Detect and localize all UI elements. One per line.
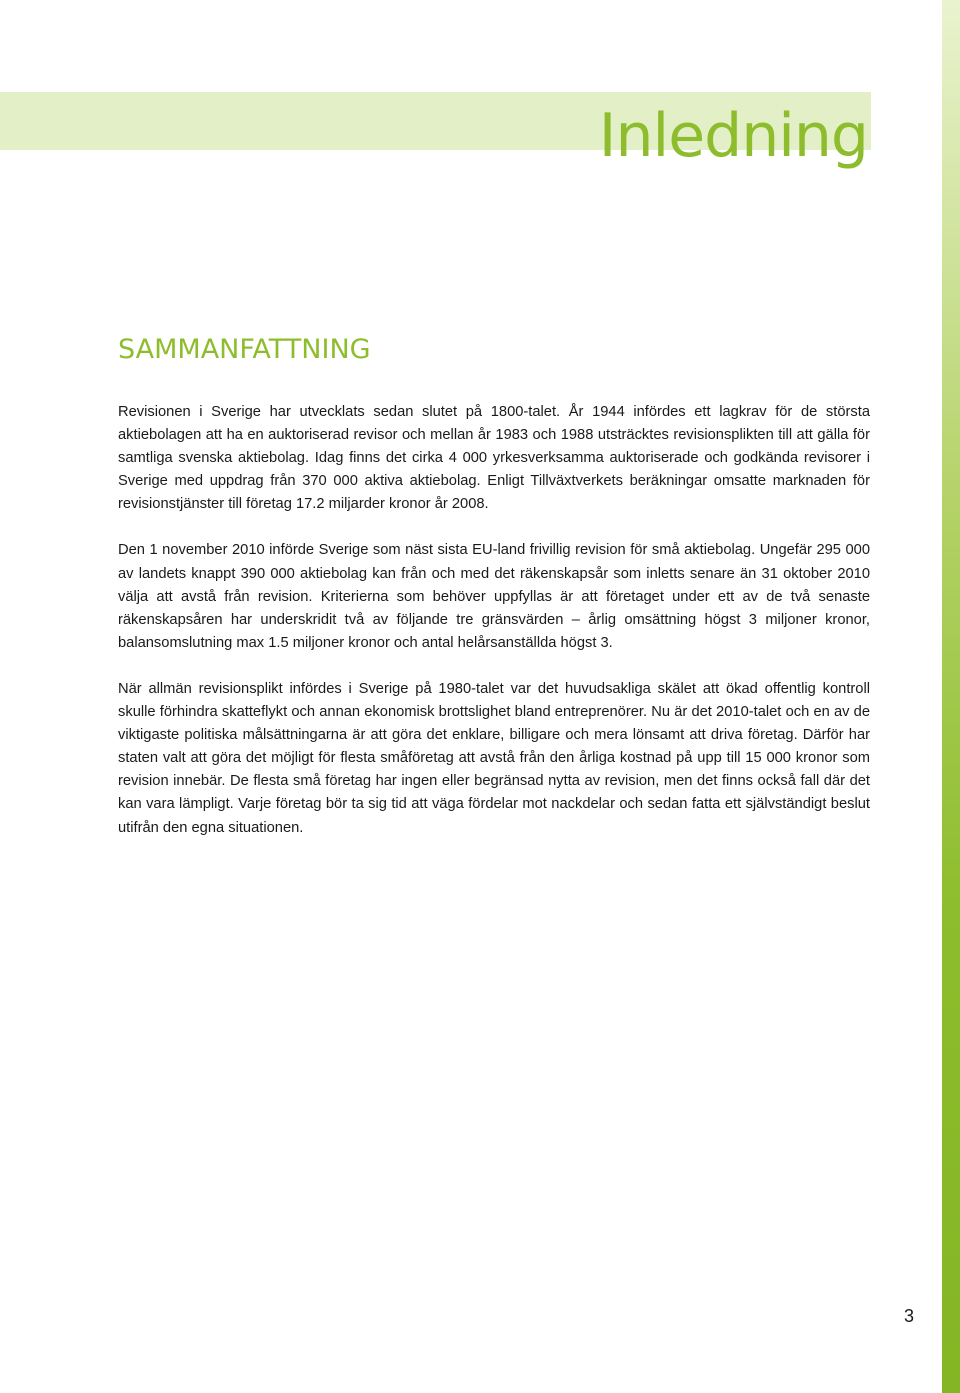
paragraph-history: Revisionen i Sverige har utvecklats sedan slutet på 1800-talet. År 1944 infördes ett lagkrav för de största aktiebolagen att ha en auktoriserad revisor och mellan år 1983 och 1988 utsträcktes revisionsplikten till att gälla för samtliga svenska aktiebolag. Idag finns det cirka 4 000 yrkesverksamma auktoriserade och godkända revisorer i Sverige med uppdrag från 370 000 aktiva aktiebolag. Enligt Tillväxtverkets beräkningar omsatte marknaden för revisionstjänster till företag 17.2 miljarder kronor år 2008. bbox=[118, 404, 870, 513]
body-text bbox=[118, 401, 870, 863]
decorative-side-strip bbox=[942, 0, 960, 1393]
chapter-title: Inledning bbox=[598, 101, 868, 171]
paragraph-motivation: När allmän revisionsplikt infördes i Sverige på 1980-talet var det huvudsakliga skälet att ökad offentlig kontroll skulle förhindra skatteflykt och annan ekonomisk brottslighet bland entreprenörer. Nu är det 2010-talet och en av de viktigaste politiska målsättningarna är att göra det enklare, billigare och mera lönsamt att driva företag. Därför har staten valt att göra det möjligt för flesta småföretag att avstå från den årliga kostnad på upp till 15 000 kronor som revision innebär. De flesta små företag har ingen eller begränsad nytta av revision, men det finns också fall där det kan vara lämpligt. Varje företag bör ta sig tid att väga fördelar mot nackdelar och sedan fatta ett självständigt beslut utifrån den egna situationen. bbox=[118, 680, 870, 836]
section-heading: SAMMANFATTNING bbox=[118, 334, 371, 365]
paragraph-voluntary-audit: Den 1 november 2010 införde Sverige som näst sista EU-land frivillig revision för små aktiebolag. Ungefär 295 000 av landets knappt 390 000 aktiebolag kan från och med det räkenskapsår som inletts senare än 31 oktober 2010 välja att avstå från revision. Kriterierna som behöver uppfyllas är att företaget under ett av de två senaste räkenskapsåren har underskridit två av följande tre gränsvärden – årlig omsättning högst 3 miljoner kronor, balansomslutning max 1.5 miljoner kronor och antal helårsanställda högst 3. bbox=[118, 542, 870, 651]
page-number: 3 bbox=[904, 1306, 915, 1326]
